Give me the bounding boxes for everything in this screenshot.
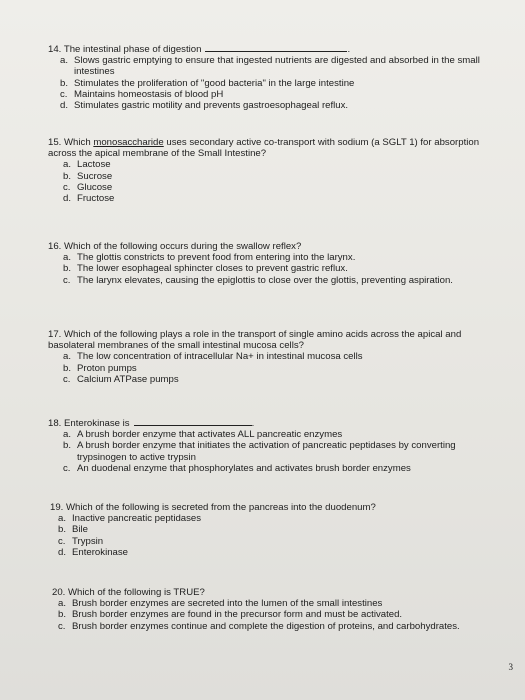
option-d: d. Stimulates gastric motility and prevents gastroesophageal reflux. [60, 100, 349, 112]
option-a: a. Slows gastric emptying to ensure that ingested nutrients are digested and absorbed in the small intestines [60, 55, 480, 78]
answer-blank [134, 416, 252, 426]
question-14 [0, 42, 525, 111]
option-b: b. Sucrose [63, 170, 113, 182]
option-c: c. Glucose [63, 181, 113, 193]
option-a: a. Lactose [63, 159, 111, 171]
option-d: d. Enterokinase [58, 546, 128, 558]
answer-blank [205, 42, 347, 52]
option-b: b. Proton pumps [63, 362, 137, 374]
option-b: b. Bile [58, 524, 88, 536]
question-16 [0, 241, 525, 286]
option-a: a. Brush border enzymes are secreted into the lumen of the small intestines [58, 598, 383, 610]
question-18 [0, 416, 525, 474]
question-stem: 16. Which of the following occurs during the swallow reflex? [48, 241, 302, 252]
question-stem: 17. Which of the following plays a role in the transport of single amino acids across the apical and basolateral membranes of the small intestinal mucosa cells? [48, 329, 462, 352]
option-a: a. A brush border enzyme that activates ALL pancreatic enzymes [63, 429, 343, 441]
question-19 [0, 502, 525, 558]
question-stem: 15. Which monosaccharide uses secondary active co-transport with sodium (a SGLT 1) for absorption across the apical membrane of the Small Intestine? [48, 137, 480, 160]
question-stem: 20. Which of the following is TRUE? [52, 587, 205, 598]
option-a: a. The glottis constricts to prevent food from entering into the larynx. [63, 252, 356, 264]
question-stem: 19. Which of the following is secreted from the pancreas into the duodenum? [50, 502, 376, 513]
question-stem: 18. Enterokinase is . [48, 418, 255, 429]
option-c: c. An duodenal enzyme that phosphorylates and activates brush border enzymes [63, 462, 411, 474]
option-d: d. Fructose [63, 193, 115, 205]
option-b: b. Brush border enzymes are found in the precursor form and must be activated. [58, 609, 403, 621]
question-stem: 14. The intestinal phase of digestion . [48, 44, 351, 55]
option-b: b. Stimulates the proliferation of "good bacteria" in the large intestine [60, 77, 355, 89]
question-20 [0, 587, 525, 632]
option-a: a. The low concentration of intracellular Na+ in intestinal mucosa cells [63, 351, 363, 363]
option-c: c. Calcium ATPase pumps [63, 373, 179, 385]
option-b: b. The lower esophageal sphincter closes to prevent gastric reflux. [63, 263, 348, 275]
option-c: c. Trypsin [58, 535, 104, 547]
question-15 [0, 137, 525, 204]
page-number: 3 [508, 662, 513, 672]
option-b: b. A brush border enzyme that initiates the activation of pancreatic peptidases by converting trypsinogen to active trypsin [63, 440, 456, 463]
option-a: a. Inactive pancreatic peptidases [58, 513, 202, 525]
option-c: c. Maintains homeostasis of blood pH [60, 88, 224, 100]
option-c: c. The larynx elevates, causing the epiglottis to close over the glottis, preventing aspiration. [63, 274, 453, 286]
option-c: c. Brush border enzymes continue and complete the digestion of proteins, and carbohydrates. [58, 620, 460, 632]
question-17 [0, 329, 525, 385]
